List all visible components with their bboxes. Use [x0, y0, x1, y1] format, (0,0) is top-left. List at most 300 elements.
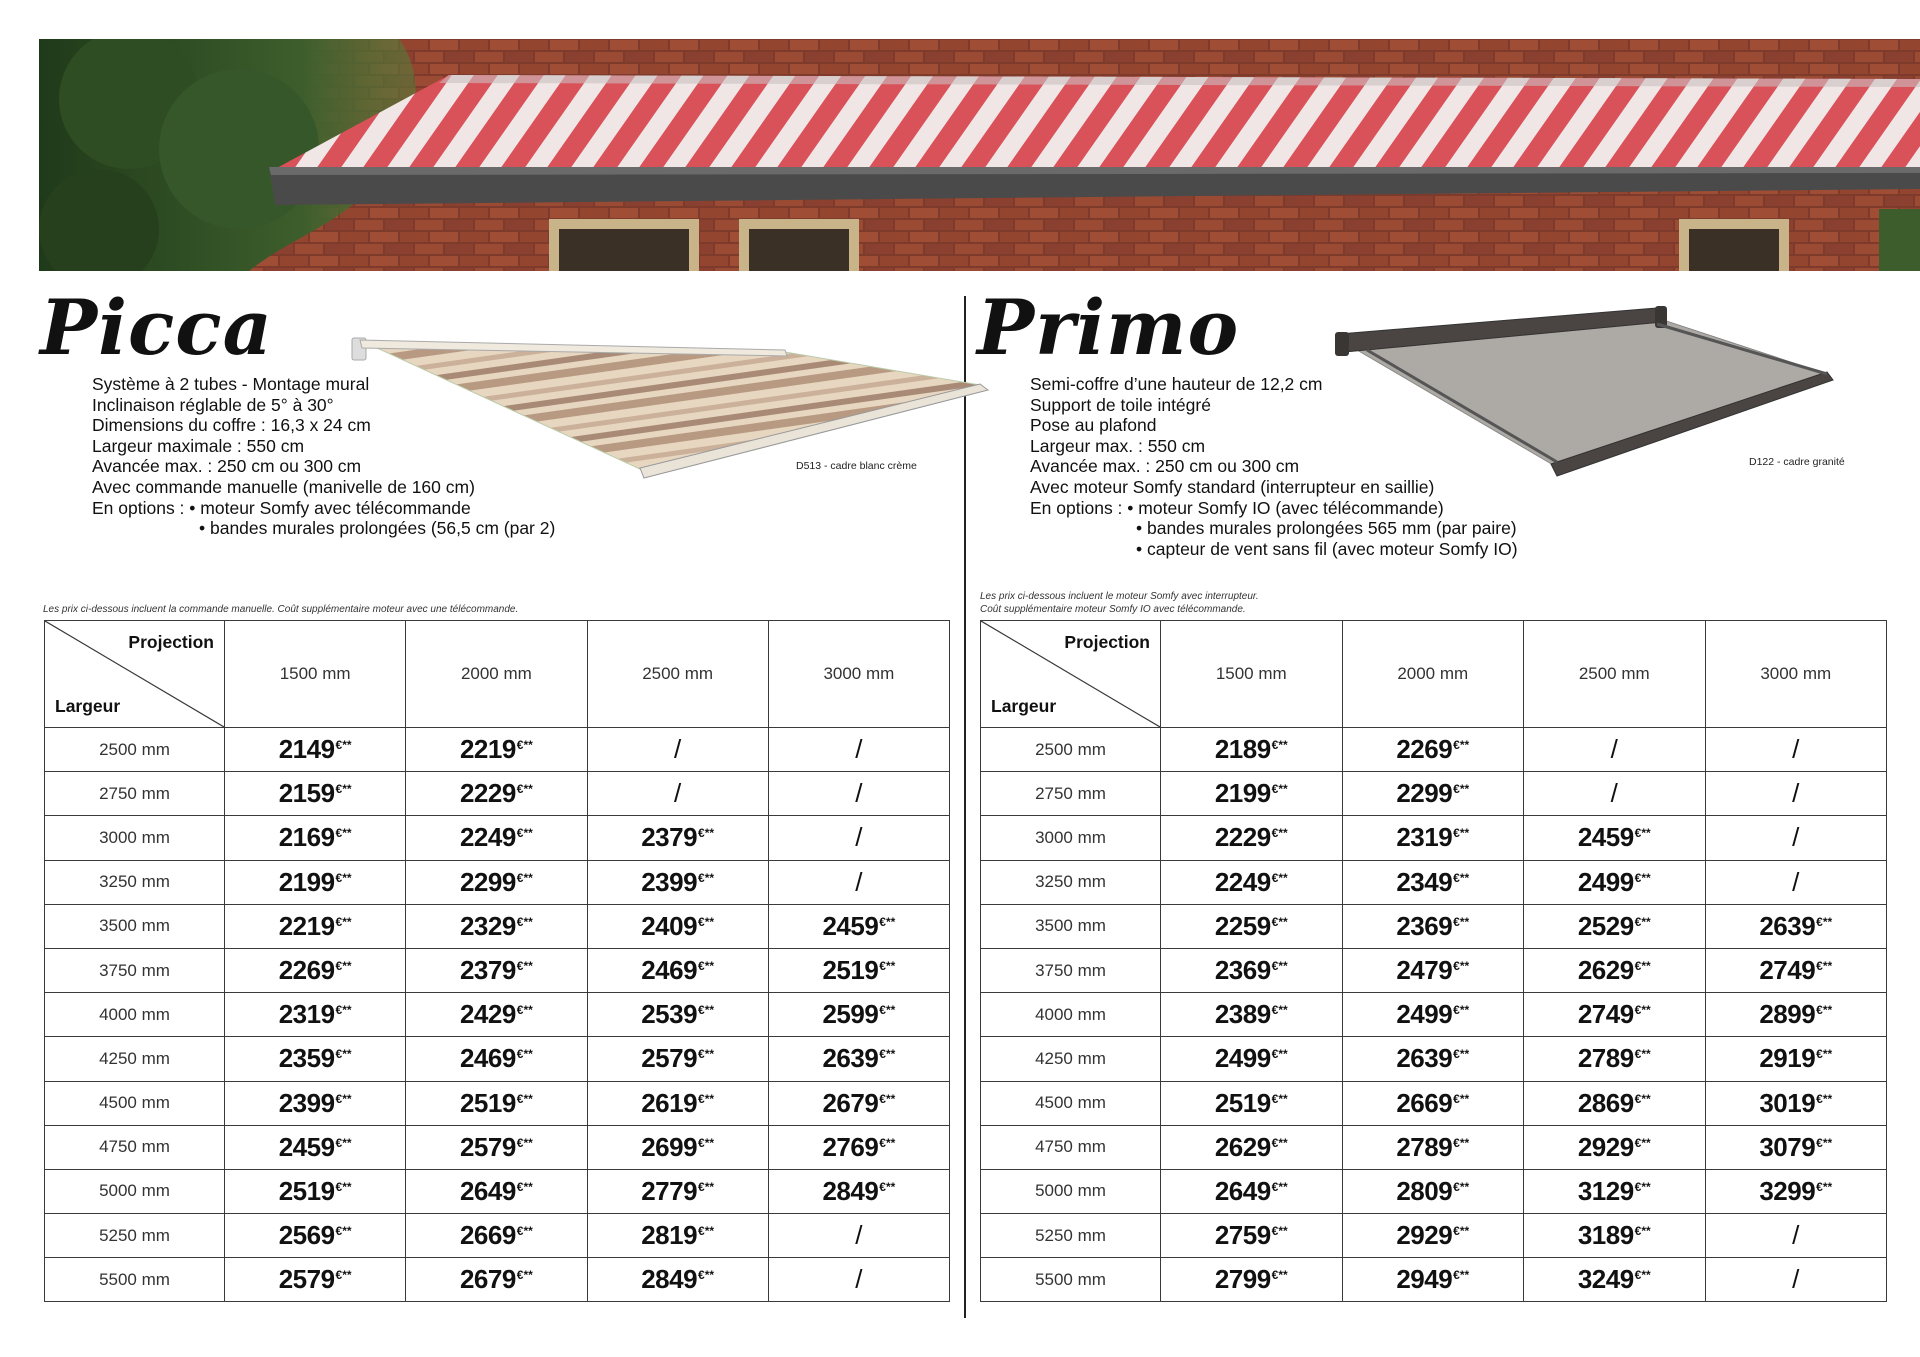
price-value: 3079	[1759, 1131, 1816, 1162]
price-suffix: €**	[1453, 782, 1470, 797]
width-cell: 2500 mm	[45, 728, 225, 772]
price-value: 2649	[1214, 1175, 1271, 1206]
primo-section	[977, 283, 1897, 1320]
price-suffix: €**	[1271, 1003, 1288, 1018]
width-cell: 4500 mm	[45, 1081, 225, 1125]
price-value: 2639	[1759, 910, 1816, 941]
price-value: 2249	[459, 822, 516, 853]
price-cell	[1705, 1169, 1887, 1213]
price-cell	[406, 1169, 587, 1213]
price-value: 2299	[1396, 778, 1453, 809]
option-item: • bandes murales prolongées 565 mm (par paire)	[1136, 518, 1517, 539]
price-cell	[768, 1081, 949, 1125]
price-suffix: €**	[1271, 1179, 1288, 1194]
width-cell: 3250 mm	[981, 860, 1161, 904]
price-suffix: €**	[335, 826, 352, 841]
price-suffix: €**	[516, 1091, 533, 1106]
price-cell	[225, 1214, 406, 1258]
price-value: 2499	[1577, 866, 1634, 897]
price-cell	[225, 1169, 406, 1213]
price-suffix: €**	[516, 1047, 533, 1062]
price-cell	[225, 1258, 406, 1302]
price-suffix: €**	[516, 1003, 533, 1018]
price-suffix: €**	[1271, 870, 1288, 885]
width-cell: 3000 mm	[45, 816, 225, 860]
width-cell: 3500 mm	[45, 904, 225, 948]
table-row	[981, 772, 1887, 816]
price-suffix: €**	[879, 1135, 896, 1150]
price-value: 2249	[1214, 866, 1271, 897]
spec-line: Avancée max. : 250 cm ou 300 cm	[92, 456, 362, 477]
price-cell	[1342, 1258, 1524, 1302]
price-suffix: €**	[335, 738, 352, 753]
price-suffix: €**	[1634, 1224, 1651, 1239]
price-cell	[225, 772, 406, 816]
price-suffix: €**	[335, 1003, 352, 1018]
price-value: 2229	[459, 778, 516, 809]
price-cell	[1342, 993, 1524, 1037]
price-suffix: €**	[1453, 1003, 1470, 1018]
price-cell	[768, 1037, 949, 1081]
price-cell	[1705, 1081, 1887, 1125]
price-value: 2809	[1396, 1175, 1453, 1206]
price-value: 2799	[1214, 1264, 1271, 1295]
not-available-cell: /	[768, 1214, 949, 1258]
price-value: 2269	[278, 955, 335, 986]
price-cell	[1161, 904, 1343, 948]
price-value: 2759	[1214, 1220, 1271, 1251]
not-available-cell: /	[1524, 728, 1706, 772]
price-suffix: €**	[1453, 1179, 1470, 1194]
spec-line: Avec commande manuelle (manivelle de 160 cm)	[92, 476, 475, 497]
option-item: • bandes murales prolongées (56,5 cm (par 2)	[199, 518, 556, 539]
price-suffix: €**	[1816, 914, 1833, 929]
width-cell: 4500 mm	[981, 1081, 1161, 1125]
width-cell: 4250 mm	[45, 1037, 225, 1081]
width-cell: 3250 mm	[45, 860, 225, 904]
price-cell	[1161, 993, 1343, 1037]
price-value: 2679	[822, 1087, 879, 1118]
price-cell	[406, 1037, 587, 1081]
price-value: 2579	[641, 1043, 698, 1074]
price-cell	[587, 1258, 768, 1302]
not-available-cell: /	[1705, 816, 1887, 860]
price-suffix: €**	[698, 1135, 715, 1150]
table-row	[981, 860, 1887, 904]
spec-line: Avancée max. : 250 cm ou 300 cm	[1030, 456, 1300, 477]
options-line	[92, 498, 555, 519]
price-cell	[587, 860, 768, 904]
projection-header: 1500 mm	[1161, 621, 1343, 728]
projection-header: 2000 mm	[1342, 621, 1524, 728]
price-cell	[1524, 993, 1706, 1037]
price-cell	[406, 1125, 587, 1169]
price-value: 2699	[641, 1131, 698, 1162]
price-cell	[225, 948, 406, 992]
table-row	[981, 904, 1887, 948]
price-cell	[406, 728, 587, 772]
price-suffix: €**	[335, 959, 352, 974]
price-value: 2329	[459, 910, 516, 941]
price-suffix: €**	[1634, 1003, 1651, 1018]
table-row	[45, 772, 950, 816]
price-cell	[1342, 860, 1524, 904]
price-value: 2169	[278, 822, 335, 853]
width-cell: 5000 mm	[981, 1169, 1161, 1213]
price-cell	[768, 1125, 949, 1169]
price-cell	[1524, 1037, 1706, 1081]
price-suffix: €**	[698, 826, 715, 841]
option-item: • moteur Somfy IO (avec télécommande)	[1127, 497, 1444, 518]
price-suffix: €**	[516, 1268, 533, 1283]
table-row	[981, 1214, 1887, 1258]
price-value: 2569	[278, 1220, 335, 1251]
price-note-line: Les prix ci-dessous incluent la commande manuelle. Coût supplémentaire moteur avec une télécommande.	[43, 604, 519, 615]
price-cell	[1342, 1037, 1524, 1081]
price-cell	[768, 1169, 949, 1213]
price-suffix: €**	[879, 914, 896, 929]
price-value: 2349	[1396, 866, 1453, 897]
price-suffix: €**	[1453, 1091, 1470, 1106]
product-title: Picca	[40, 283, 273, 372]
price-cell	[1705, 1037, 1887, 1081]
price-suffix: €**	[1271, 826, 1288, 841]
price-value: 2899	[1759, 999, 1816, 1030]
price-suffix: €**	[335, 1047, 352, 1062]
price-value: 2619	[641, 1087, 698, 1118]
price-value: 2679	[459, 1264, 516, 1295]
product-title: Primo	[977, 283, 1240, 372]
spec-line: Semi-coffre d’une hauteur de 12,2 cm	[1030, 374, 1323, 394]
price-suffix: €**	[335, 1224, 352, 1239]
price-suffix: €**	[879, 1003, 896, 1018]
price-value: 2919	[1759, 1043, 1816, 1074]
price-cell	[1342, 728, 1524, 772]
price-value: 2459	[1577, 822, 1634, 853]
price-suffix: €**	[698, 1003, 715, 1018]
price-cell	[1524, 860, 1706, 904]
price-value: 2269	[1396, 734, 1453, 765]
price-suffix: €**	[1453, 826, 1470, 841]
price-value: 2459	[278, 1131, 335, 1162]
price-suffix: €**	[1453, 914, 1470, 929]
price-suffix: €**	[335, 914, 352, 929]
width-cell: 4750 mm	[981, 1125, 1161, 1169]
width-cell: 2750 mm	[45, 772, 225, 816]
price-cell	[587, 904, 768, 948]
price-note	[43, 603, 518, 616]
price-suffix: €**	[1634, 1047, 1651, 1062]
price-suffix: €**	[698, 1224, 715, 1239]
price-value: 2579	[278, 1264, 335, 1295]
price-value: 2749	[1577, 999, 1634, 1030]
table-row	[45, 948, 950, 992]
price-value: 2669	[459, 1220, 516, 1251]
picca-section	[40, 283, 960, 1320]
price-value: 2219	[459, 734, 516, 765]
price-suffix: €**	[1634, 914, 1651, 929]
price-value: 2529	[1577, 910, 1634, 941]
option-item: • capteur de vent sans fil (avec moteur Somfy IO)	[1136, 538, 1518, 559]
price-value: 2319	[1396, 822, 1453, 853]
largeur-label: Largeur	[55, 696, 121, 716]
price-value: 2319	[278, 999, 335, 1030]
price-suffix: €**	[516, 1135, 533, 1150]
price-suffix: €**	[335, 870, 352, 885]
price-cell	[225, 1081, 406, 1125]
price-cell	[1342, 1081, 1524, 1125]
width-cell: 5250 mm	[981, 1214, 1161, 1258]
price-suffix: €**	[1634, 1091, 1651, 1106]
width-cell: 4750 mm	[45, 1125, 225, 1169]
price-value: 2519	[278, 1175, 335, 1206]
largeur-label: Largeur	[991, 696, 1057, 716]
width-cell: 4250 mm	[981, 1037, 1161, 1081]
price-value: 2849	[641, 1264, 698, 1295]
price-suffix: €**	[698, 914, 715, 929]
price-suffix: €**	[879, 1091, 896, 1106]
price-suffix: €**	[1271, 914, 1288, 929]
price-cell	[768, 904, 949, 948]
spec-list	[92, 374, 555, 539]
projection-label: Projection	[128, 632, 214, 652]
price-suffix: €**	[516, 959, 533, 974]
price-suffix: €**	[516, 870, 533, 885]
projection-header: 2500 mm	[1524, 621, 1706, 728]
price-value: 3299	[1759, 1175, 1816, 1206]
price-suffix: €**	[1634, 1179, 1651, 1194]
price-suffix: €**	[516, 782, 533, 797]
price-cell	[1705, 993, 1887, 1037]
price-suffix: €**	[335, 1179, 352, 1194]
spec-line: Largeur max. : 550 cm	[1030, 435, 1206, 456]
width-cell: 2750 mm	[981, 772, 1161, 816]
not-available-cell: /	[587, 772, 768, 816]
table-row	[45, 728, 950, 772]
spec-line: Avec moteur Somfy standard (interrupteur en saillie)	[1030, 476, 1435, 497]
price-table	[44, 620, 950, 1302]
width-cell: 5500 mm	[981, 1258, 1161, 1302]
not-available-cell: /	[768, 772, 949, 816]
price-suffix: €**	[335, 1268, 352, 1283]
price-cell	[587, 816, 768, 860]
price-value: 2369	[1396, 910, 1453, 941]
price-value: 2499	[1396, 999, 1453, 1030]
price-cell	[1161, 772, 1343, 816]
price-cell	[1161, 728, 1343, 772]
price-cell	[406, 772, 587, 816]
price-value: 2629	[1214, 1131, 1271, 1162]
price-cell	[225, 1037, 406, 1081]
price-cell	[1524, 948, 1706, 992]
price-cell	[587, 1214, 768, 1258]
price-suffix: €**	[1453, 738, 1470, 753]
price-suffix: €**	[1816, 959, 1833, 974]
price-value: 2459	[822, 910, 879, 941]
not-available-cell: /	[768, 728, 949, 772]
not-available-cell: /	[1705, 1258, 1887, 1302]
price-cell	[1524, 1214, 1706, 1258]
price-value: 2199	[278, 866, 335, 897]
not-available-cell: /	[1705, 1214, 1887, 1258]
projection-label: Projection	[1064, 632, 1150, 652]
table-row	[45, 1081, 950, 1125]
price-note	[980, 590, 1259, 616]
price-cell	[406, 860, 587, 904]
price-value: 2399	[641, 866, 698, 897]
price-value: 2669	[1396, 1087, 1453, 1118]
table-row	[45, 1214, 950, 1258]
price-table	[980, 620, 1887, 1302]
price-cell	[587, 948, 768, 992]
price-suffix: €**	[1634, 870, 1651, 885]
price-suffix: €**	[335, 782, 352, 797]
price-cell	[406, 1214, 587, 1258]
price-value: 2949	[1396, 1264, 1453, 1295]
price-suffix: €**	[1453, 959, 1470, 974]
price-cell	[225, 816, 406, 860]
price-value: 2409	[641, 910, 698, 941]
price-cell	[1342, 772, 1524, 816]
spec-line: Pose au plafond	[1030, 415, 1157, 436]
width-cell: 5500 mm	[45, 1258, 225, 1302]
price-value: 2929	[1577, 1131, 1634, 1162]
price-value: 3129	[1577, 1175, 1634, 1206]
projection-header: 3000 mm	[768, 621, 949, 728]
price-suffix: €**	[1271, 1091, 1288, 1106]
table-row	[981, 1169, 1887, 1213]
price-value: 2469	[641, 955, 698, 986]
price-suffix: €**	[1271, 782, 1288, 797]
price-cell	[587, 1125, 768, 1169]
spec-line: Support de toile intégré	[1030, 394, 1211, 415]
price-cell	[1161, 1125, 1343, 1169]
price-value: 2219	[278, 910, 335, 941]
price-suffix: €**	[879, 1179, 896, 1194]
price-cell	[225, 728, 406, 772]
price-cell	[1161, 948, 1343, 992]
price-suffix: €**	[1816, 1047, 1833, 1062]
price-suffix: €**	[516, 826, 533, 841]
price-suffix: €**	[335, 1091, 352, 1106]
not-available-cell: /	[768, 1258, 949, 1302]
price-suffix: €**	[1271, 1224, 1288, 1239]
table-row	[45, 1169, 950, 1213]
price-cell	[406, 1081, 587, 1125]
projection-header: 3000 mm	[1705, 621, 1887, 728]
price-suffix: €**	[1453, 1047, 1470, 1062]
price-value: 2639	[1396, 1043, 1453, 1074]
table-row	[45, 816, 950, 860]
price-cell	[587, 1169, 768, 1213]
price-suffix: €**	[1453, 870, 1470, 885]
price-cell	[406, 993, 587, 1037]
price-cell	[768, 993, 949, 1037]
price-cell	[1161, 860, 1343, 904]
price-cell	[1161, 1037, 1343, 1081]
price-cell	[1342, 904, 1524, 948]
width-cell: 2500 mm	[981, 728, 1161, 772]
options-line	[1030, 498, 1518, 519]
price-suffix: €**	[516, 1224, 533, 1239]
price-value: 2869	[1577, 1087, 1634, 1118]
not-available-cell: /	[1705, 728, 1887, 772]
price-suffix: €**	[1271, 738, 1288, 753]
price-value: 2159	[278, 778, 335, 809]
price-value: 2579	[459, 1131, 516, 1162]
price-value: 2649	[459, 1175, 516, 1206]
price-value: 2229	[1214, 822, 1271, 853]
price-value: 2429	[459, 999, 516, 1030]
table-row	[45, 993, 950, 1037]
price-value: 2519	[1214, 1087, 1271, 1118]
spec-line: Inclinaison réglable de 5° à 30°	[92, 394, 334, 415]
price-value: 3189	[1577, 1220, 1634, 1251]
width-cell: 3000 mm	[981, 816, 1161, 860]
price-value: 2639	[822, 1043, 879, 1074]
price-cell	[406, 1258, 587, 1302]
price-cell	[406, 904, 587, 948]
price-suffix: €**	[879, 1047, 896, 1062]
price-cell	[225, 904, 406, 948]
table-row	[981, 728, 1887, 772]
price-value: 2519	[459, 1087, 516, 1118]
price-value: 2539	[641, 999, 698, 1030]
price-note-line: Les prix ci-dessous incluent le moteur Somfy avec interrupteur.	[980, 591, 1259, 602]
price-cell	[1161, 1169, 1343, 1213]
not-available-cell: /	[768, 860, 949, 904]
price-note-line: Coût supplémentaire moteur Somfy IO avec télécommande.	[980, 604, 1246, 615]
price-cell	[225, 1125, 406, 1169]
price-cell	[1524, 816, 1706, 860]
price-value: 2499	[1214, 1043, 1271, 1074]
width-cell: 5000 mm	[45, 1169, 225, 1213]
price-suffix: €**	[1453, 1268, 1470, 1283]
price-cell	[1524, 1258, 1706, 1302]
price-suffix: €**	[1816, 1003, 1833, 1018]
spec-line: Système à 2 tubes - Montage mural	[92, 374, 370, 394]
price-cell	[1705, 948, 1887, 992]
price-cell	[1161, 1214, 1343, 1258]
price-value: 2469	[459, 1043, 516, 1074]
price-cell	[587, 993, 768, 1037]
price-cell	[1524, 904, 1706, 948]
not-available-cell: /	[587, 728, 768, 772]
price-value: 2199	[1214, 778, 1271, 809]
price-value: 2519	[822, 955, 879, 986]
price-suffix: €**	[698, 870, 715, 885]
price-cell	[406, 816, 587, 860]
price-suffix: €**	[1816, 1179, 1833, 1194]
width-cell: 5250 mm	[45, 1214, 225, 1258]
price-suffix: €**	[1634, 1135, 1651, 1150]
price-cell	[1524, 1169, 1706, 1213]
price-cell	[225, 993, 406, 1037]
price-value: 2369	[1214, 955, 1271, 986]
table-row	[981, 1081, 1887, 1125]
price-value: 2629	[1577, 955, 1634, 986]
spec-list	[1030, 374, 1518, 559]
price-value: 2359	[278, 1043, 335, 1074]
price-suffix: €**	[1271, 1047, 1288, 1062]
table-corner-header	[45, 621, 225, 728]
price-suffix: €**	[1634, 1268, 1651, 1283]
price-suffix: €**	[516, 738, 533, 753]
price-value: 2399	[278, 1087, 335, 1118]
price-cell	[406, 948, 587, 992]
projection-header: 1500 mm	[225, 621, 406, 728]
price-cell	[1161, 1081, 1343, 1125]
